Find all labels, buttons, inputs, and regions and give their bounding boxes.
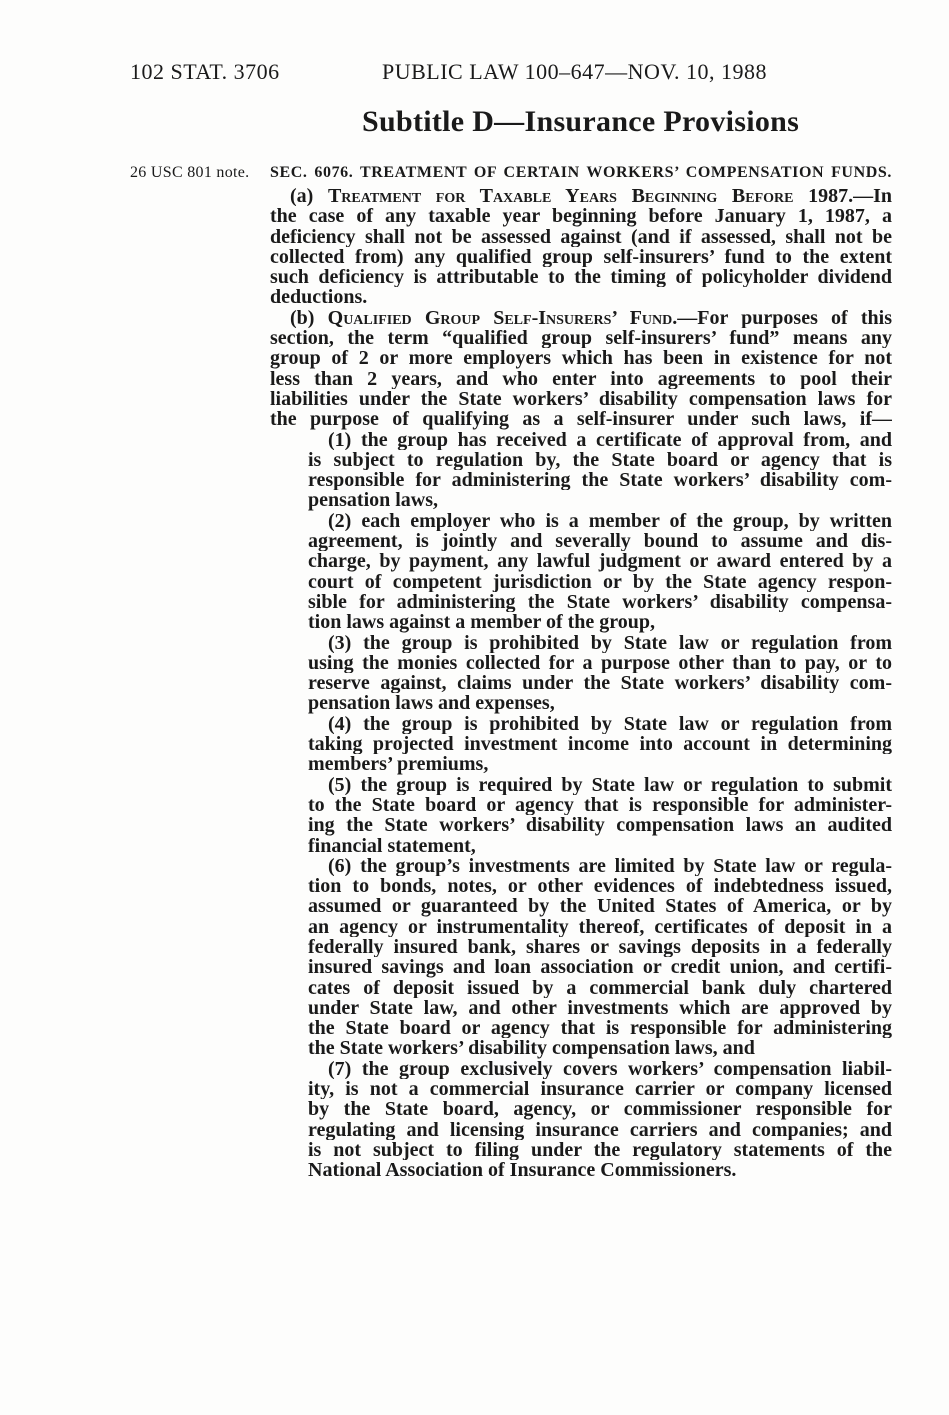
condition-item-2 [308, 511, 892, 633]
text-line: the case of any taxable year beginning before January 1, 1987, a [270, 206, 892, 227]
condition-first-line [308, 1059, 892, 1079]
text-line: reserve against, claims under the State workers’ disability com- [308, 673, 892, 694]
subsection-lead-text: —For purposes of this [677, 307, 892, 329]
text-line: under State law, and other investments which are approved by [308, 997, 892, 1019]
text-line: taking projected investment income into account in determining [308, 734, 892, 755]
text-line: is not subject to filing under the regulatory statements of the [308, 1139, 892, 1161]
text-line: tion to bonds, notes, or other evidences of indebtedness issued, [308, 876, 892, 897]
section-body [270, 186, 892, 1181]
condition-text: each employer who is a member of the group, by written [361, 510, 892, 532]
subsection-b [270, 308, 892, 430]
text-line: agreement, is jointly and severally bound to assume and dis- [308, 531, 892, 552]
condition-item-4 [308, 714, 892, 775]
subtitle-heading: Subtitle D—Insurance Provisions [362, 105, 800, 138]
condition-designator: (2) [328, 510, 352, 532]
text-line: assumed or guaranteed by the United States of America, or by [308, 896, 892, 917]
text-line: ing the State workers’ disability compensation laws an audited [308, 815, 892, 836]
text-line: deficiency shall not be assessed against (and if assessed, shall not be [270, 226, 892, 247]
subsection-first-line [270, 186, 892, 206]
margin-note: 26 USC 801 note. [130, 164, 250, 181]
subsection-lead-text: —In [853, 186, 892, 207]
subsection-heading: Treatment for Taxable Years Beginning Before 1987. [327, 186, 854, 207]
text-line: the purpose of qualifying as a self-insurer under such laws, if— [270, 409, 892, 430]
condition-first-line [308, 856, 892, 876]
text-line: section, the term “qualified group self-insurers’ fund” means any [270, 328, 892, 349]
text-line: to the State board or agency that is responsible for administer- [308, 794, 892, 816]
text-line: pensation laws, [308, 490, 439, 511]
condition-designator: (1) [328, 429, 352, 450]
text-line: deductions. [270, 287, 368, 308]
text-line: sible for administering the State workers’ disability compensa- [308, 591, 892, 613]
text-line: financial statement, [308, 835, 476, 856]
condition-designator: (5) [328, 774, 352, 795]
condition-item-3 [308, 633, 892, 714]
text-line: charge, by payment, any lawful judgment or award entered by a [308, 551, 892, 572]
subsection-designator: (a) [290, 186, 314, 207]
condition-text: the group is required by State law or regulation to submit [360, 774, 892, 795]
condition-designator: (7) [328, 1058, 352, 1080]
condition-designator: (3) [328, 632, 352, 653]
text-line: federally insured bank, shares or savings deposits in a federally [308, 936, 892, 958]
text-line: regulating and licensing insurance carriers and companies; and [308, 1119, 892, 1140]
condition-text: the group is prohibited by State law or regulation from [363, 713, 892, 735]
condition-text: the group has received a certificate of approval from, and [360, 429, 892, 450]
text-line: collected from) any qualified group self-insurers’ fund to the extent [270, 246, 892, 268]
condition-item-5 [308, 775, 892, 856]
condition-item-1 [308, 430, 892, 511]
condition-text: the group is prohibited by State law or regulation from [363, 632, 892, 653]
condition-item-7 [308, 1059, 892, 1181]
text-line: ity, is not a commercial insurance carrier or company licensed [308, 1079, 892, 1100]
text-line: group of 2 or more employers which has been in existence for not [270, 348, 892, 369]
text-line: using the monies collected for a purpose other than to pay, or to [308, 652, 892, 674]
text-line: insured savings and loan association or credit union, and certifi- [308, 957, 892, 978]
running-head: PUBLIC LAW 100–647—NOV. 10, 1988 [382, 59, 767, 84]
text-line: by the State board, agency, or commissioner responsible for [308, 1099, 892, 1120]
text-line: court of competent jurisdiction or by the State agency respon- [308, 571, 892, 592]
text-line: National Association of Insurance Commissioners. [308, 1160, 737, 1181]
condition-first-line [308, 430, 892, 450]
subsection-first-line [270, 308, 892, 328]
condition-text: the group’s investments are limited by State law or regula- [360, 855, 892, 877]
text-line: pensation laws and expenses, [308, 693, 555, 714]
text-line: an agency or instrumentality thereof, certificates of deposit in a [308, 916, 892, 937]
subsection-a [270, 186, 892, 308]
text-line: liabilities under the State workers’ disability compensation laws for [270, 388, 892, 410]
condition-first-line [308, 511, 892, 531]
text-line: tion laws against a member of the group, [308, 612, 656, 633]
subsection-designator: (b) [290, 307, 315, 329]
condition-text: the group exclusively covers workers’ compensation liabil- [361, 1058, 892, 1080]
stat-page-number: 102 STAT. 3706 [130, 59, 280, 84]
section-heading: SEC. 6076. TREATMENT OF CERTAIN WORKERS’ COMPENSATION FUNDS. [270, 164, 892, 181]
condition-item-6 [308, 856, 892, 1059]
subsection-heading: Qualified Group Self-Insurers’ Fund. [327, 307, 678, 329]
condition-designator: (6) [328, 855, 352, 877]
text-line: less than 2 years, and who enter into agreements to pool their [270, 368, 892, 389]
text-line: members’ premiums, [308, 754, 489, 775]
text-line: such deficiency is attributable to the timing of policyholder dividend [270, 267, 892, 288]
condition-first-line [308, 633, 892, 653]
condition-first-line [308, 714, 892, 734]
text-line: the State workers’ disability compensation laws, and [308, 1038, 755, 1059]
text-line: the State board or agency that is responsible for administering [308, 1018, 892, 1039]
condition-first-line [308, 775, 892, 795]
text-line: responsible for administering the State workers’ disability com- [308, 470, 892, 491]
text-line: cates of deposit issued by a commercial bank duly chartered [308, 977, 892, 998]
text-line: is subject to regulation by, the State board or agency that is [308, 449, 892, 471]
condition-designator: (4) [328, 713, 352, 735]
